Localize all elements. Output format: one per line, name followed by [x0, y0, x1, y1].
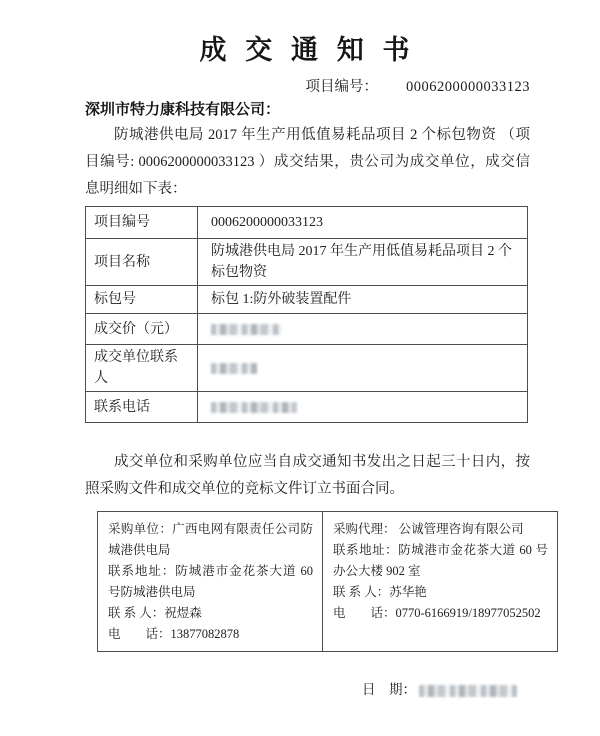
contract-clause-paragraph: 成交单位和采购单位应当自成交通知书发出之日起三十日内，按照采购文件和成交单位的竞标文件订立书面合同。 — [85, 454, 530, 497]
row-value-redacted — [198, 392, 528, 423]
contact-table — [97, 511, 558, 652]
recipient-line: 深圳市特力康科技有限公司： — [85, 102, 281, 118]
row-value: 防城港供电局 2017 年生产用低值易耗品项目 2 个标包物资 — [198, 239, 528, 286]
contact-table-row — [98, 512, 558, 652]
redacted-date-value — [419, 685, 517, 697]
row-value-redacted — [198, 345, 528, 392]
row-value: 0006200000033123 — [198, 207, 528, 239]
row-value: 标包 1:防外破装置配件 — [198, 286, 528, 314]
row-label: 成交价（元） — [86, 314, 198, 345]
table-row-award-price — [86, 314, 528, 345]
purchaser-phone-line: 电 话：13877082878 — [108, 627, 240, 641]
project-number-value: 0006200000033123 — [406, 79, 530, 95]
agent-unit-line: 采购代理： 公诚管理咨询有限公司 — [333, 522, 524, 536]
date-label: 日 期： — [362, 682, 416, 697]
agent-phone-line: 电 话：0770-6166919/18977052502 — [333, 606, 541, 620]
row-value-redacted — [198, 314, 528, 345]
row-label: 项目名称 — [86, 239, 198, 286]
table-row-contact-person — [86, 345, 528, 392]
agent-cell — [323, 512, 558, 652]
purchaser-cell — [98, 512, 323, 652]
date-line — [85, 682, 530, 698]
purchaser-unit-line: 采购单位：广西电网有限责任公司防城港供电局 — [108, 522, 313, 557]
purchaser-address-line: 联系地址：防城港市金花茶大道 60 号防城港供电局 — [108, 564, 313, 599]
table-row-project-name — [86, 239, 528, 286]
row-label: 项目编号 — [86, 207, 198, 239]
row-label: 联系电话 — [86, 392, 198, 423]
page-title: 成 交 通 知 书 — [199, 35, 416, 65]
award-info-table — [85, 206, 528, 423]
table-row-project-number — [86, 207, 528, 239]
project-number-line — [85, 79, 530, 96]
redacted-contact-name — [211, 363, 257, 374]
purchaser-contact-line: 联 系 人：祝煜森 — [108, 606, 202, 620]
row-label: 成交单位联系人 — [86, 345, 198, 392]
redacted-price-value — [211, 324, 281, 335]
agent-contact-line: 联 系 人：苏华艳 — [333, 585, 427, 599]
table-row-lot-number — [86, 286, 528, 314]
row-label: 标包号 — [86, 286, 198, 314]
redacted-phone-number — [211, 402, 297, 413]
table-row-contact-phone — [86, 392, 528, 423]
intro-paragraph: 防城港供电局 2017 年生产用低值易耗品项目 2 个标包物资 （项目编号: 0006200000033123 ）成交结果，贵公司为成交单位，成交信息明细如下表： — [85, 127, 530, 197]
project-number-label: 项目编号： — [305, 79, 378, 95]
agent-address-line: 联系地址：防城港市金花茶大道 60 号办公大楼 902 室 — [333, 543, 548, 578]
